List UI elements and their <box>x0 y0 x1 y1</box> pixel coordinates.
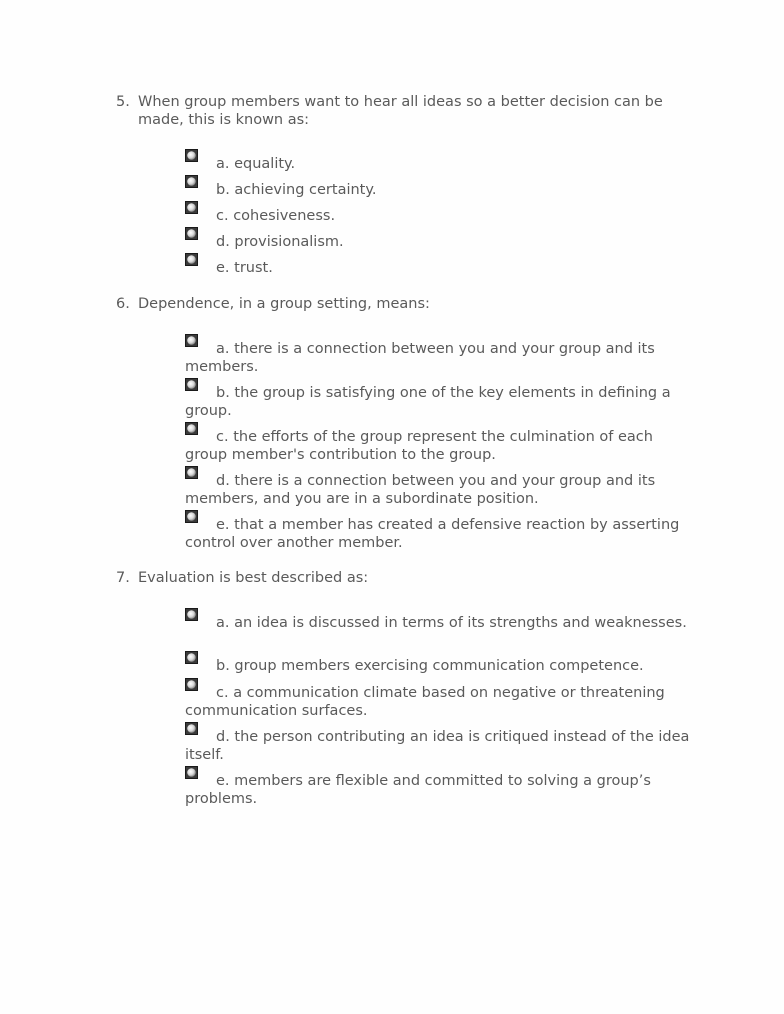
question-number: 7. <box>116 570 130 586</box>
radio-button-icon[interactable] <box>185 227 198 240</box>
radio-button-icon[interactable] <box>185 466 198 479</box>
option-label: b. achieving certainty. <box>216 182 377 198</box>
question-text: When group members want to hear all ideas so a better decision can be made, this is known as: <box>138 94 663 128</box>
option-label: c. cohesiveness. <box>216 208 336 224</box>
question-number: 6. <box>116 296 130 312</box>
question-text: Dependence, in a group setting, means: <box>138 296 430 312</box>
radio-button-icon[interactable] <box>185 510 198 523</box>
answer-option[interactable] <box>185 233 695 251</box>
radio-button-icon[interactable] <box>185 766 198 779</box>
option-label: a. equality. <box>216 156 296 172</box>
radio-button-icon[interactable] <box>185 253 198 266</box>
option-label: e. that a member has created a defensive reaction by asserting control over another member. <box>185 517 680 551</box>
option-label: d. there is a connection between you and your group and its members, and you are in a subordinate position. <box>185 473 656 507</box>
radio-button-icon[interactable] <box>185 678 198 691</box>
answer-option[interactable] <box>185 472 695 508</box>
radio-button-icon[interactable] <box>185 149 198 162</box>
option-label: c. a communication climate based on negative or threatening communication surfaces. <box>185 685 665 719</box>
answer-option[interactable] <box>185 155 695 173</box>
radio-button-icon[interactable] <box>185 175 198 188</box>
option-label: a. an idea is discussed in terms of its strengths and weaknesses. <box>216 615 687 631</box>
answer-option[interactable] <box>185 614 695 632</box>
option-label: b. group members exercising communication competence. <box>216 658 644 674</box>
answer-option[interactable] <box>185 340 695 376</box>
answer-option[interactable] <box>185 181 695 199</box>
option-label: c. the efforts of the group represent the culmination of each group member's contribution to the group. <box>185 429 653 463</box>
option-label: e. members are flexible and committed to solving a group’s problems. <box>185 773 651 807</box>
answer-option[interactable] <box>185 728 695 764</box>
question-text: Evaluation is best described as: <box>138 570 369 586</box>
radio-button-icon[interactable] <box>185 422 198 435</box>
answer-option[interactable] <box>185 657 695 675</box>
question-number: 5. <box>116 94 130 110</box>
option-label: d. the person contributing an idea is critiqued instead of the idea itself. <box>185 729 690 763</box>
radio-button-icon[interactable] <box>185 378 198 391</box>
answer-option[interactable] <box>185 384 695 420</box>
option-label: a. there is a connection between you and your group and its members. <box>185 341 655 375</box>
answer-option[interactable] <box>185 259 695 277</box>
radio-button-icon[interactable] <box>185 608 198 621</box>
radio-button-icon[interactable] <box>185 651 198 664</box>
radio-button-icon[interactable] <box>185 201 198 214</box>
option-label: b. the group is satisfying one of the key elements in defining a group. <box>185 385 671 419</box>
radio-button-icon[interactable] <box>185 334 198 347</box>
radio-button-icon[interactable] <box>185 722 198 735</box>
answer-option[interactable] <box>185 516 695 552</box>
answer-option[interactable] <box>185 684 695 720</box>
option-label: d. provisionalism. <box>216 234 344 250</box>
answer-option[interactable] <box>185 207 695 225</box>
option-label: e. trust. <box>216 260 273 276</box>
answer-option[interactable] <box>185 428 695 464</box>
answer-option[interactable] <box>185 772 695 808</box>
